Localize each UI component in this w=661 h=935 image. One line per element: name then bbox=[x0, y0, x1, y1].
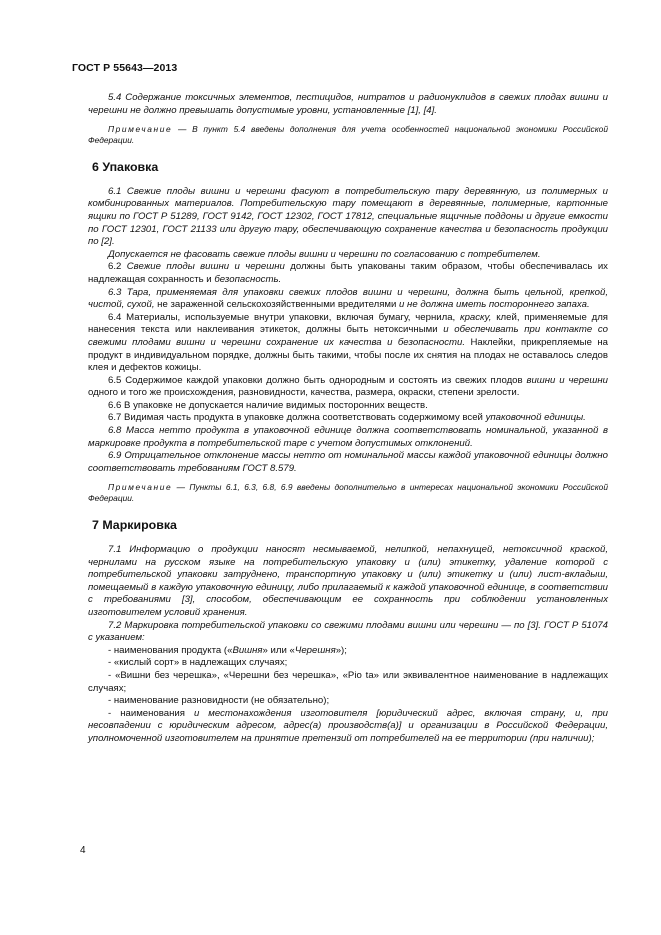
p64-c: клей, применяемые для нанесения текста или наклеивания этикеток, должны быть нетоксичными bbox=[88, 311, 608, 336]
p67-a: 6.7 Видимая часть продукта в упаковке должна соответствовать содержимому всей bbox=[108, 412, 486, 424]
p63-c: и не должна иметь постороннего запаха. bbox=[396, 299, 590, 311]
paragraph-6-2 bbox=[88, 261, 608, 286]
page-number: 4 bbox=[80, 845, 86, 856]
paragraph-6-8: 6.8 Масса нетто продукта в упаковочной единице должна соответствовать номинальной, указанной в маркировке продукта в потребительской таре с учетом допустимых отклонений. bbox=[88, 425, 608, 449]
paragraph-6-6: 6.6 В упаковке не допускается наличие видимых посторонних веществ. bbox=[108, 399, 428, 411]
list-item-3: - «Вишни без черешка», «Черешни без черешка», «Pio ta» или эквивалентное наименование в надлежащих случаях; bbox=[88, 669, 608, 694]
p63-a: 6.3 Тара, применяемая для упаковки свежих плодов вишни и черешни, должна быть цельной, крепкой, чистой, сухой, bbox=[88, 286, 608, 311]
paragraph-6-4 bbox=[88, 312, 608, 375]
paragraph-6-1: 6.1 Свежие плоды вишни и черешни фасуют в потребительскую тару деревянную, из полимерных и комбинированных материалов. Потребительскую тару помещают в деревянные, полимерные, картонные ящики по ГОСТ Р 51289, ГОСТ 9142, ГОСТ 12302, ГОСТ 17812, специальные ящичные поддоны и другие емкости по ГОСТ 12301, ГОСТ 21133 или другую тару, обеспечивающую сохранение качества и безопасность продукции по [2]. bbox=[88, 185, 608, 248]
p64-e: Наклейки, прикрепляемые на продукт в индивидуальном порядке, должны быть такими, чтобы после их снятия на плодах не оставалось следов клея и дефектов кожицы. bbox=[88, 336, 608, 374]
p62-d: безопасность. bbox=[214, 273, 282, 285]
p64-a: 6.4 Материалы, используемые внутри упаковки, включая бумагу, чернила, bbox=[108, 311, 461, 323]
note-text: — В пункт 5.4 введены дополнения для учета особенностей национальной экономики Российской Федерации. bbox=[88, 124, 608, 146]
paragraph-6-5 bbox=[88, 375, 608, 400]
note-6 bbox=[88, 482, 608, 504]
p62-b: Свежие плоды вишни и черешни bbox=[126, 261, 285, 273]
p63-b: не зараженной сельскохозяйственными вредителями bbox=[157, 299, 397, 311]
list-item-5 bbox=[88, 708, 608, 746]
list-item-2: - «кислый сорт» в надлежащих случаях; bbox=[108, 657, 288, 669]
p72-b: ГОСТ Р 51074 с указанием: bbox=[88, 619, 609, 644]
note-5-4 bbox=[88, 124, 608, 146]
li1-d: Черешня bbox=[294, 644, 336, 656]
paragraph-6-7 bbox=[88, 412, 608, 425]
p67-b: упаковочной единицы. bbox=[485, 412, 586, 424]
p65-a: 6.5 Содержимое каждой упаковки должно быть однородным и состоять из свежих плодов bbox=[108, 374, 527, 386]
p62-c: должны быть упакованы таким образом, чтобы обеспечивалась их надлежащая сохранность и bbox=[88, 261, 608, 285]
note-text: — Пункты 6.1, 6.3, 6.8, 6.9 введены дополнительно в интересах национальной экономики Российской Федерации. bbox=[88, 482, 608, 504]
document-body bbox=[88, 92, 608, 746]
li5-a: - наименования bbox=[108, 707, 194, 719]
paragraph-7-1: 7.1 Информацию о продукции наносят несмываемой, нелипкой, непахнущей, нетоксичной краской, чернилами на русском языке на потребительскую упаковку и (или) этикетку, удаление которой с потребительской упаковки затруднено, транспортную упаковку и (или) этикетку и (или) лист-вкладыш, помещаемый в каждую упаковочную единицу, либо прилагаемый к каждой упаковочной единице, в соответствии с требованиями [3], способом, обеспечивающим ее сохранность при соблюдении установленных изготовителем условий хранения. bbox=[88, 544, 608, 618]
li1-e: »); bbox=[335, 644, 347, 656]
li1-a: - наименования продукта (« bbox=[108, 644, 233, 656]
list-item-4: - наименование разновидности (не обязательно); bbox=[108, 695, 330, 707]
section-7-heading: 7 Маркировка bbox=[92, 518, 177, 533]
p64-b: краску, bbox=[460, 311, 492, 323]
list-item-1 bbox=[88, 645, 608, 658]
p62-a: 6.2 bbox=[108, 261, 127, 273]
li5-b: и местонахождения изготовителя [юридический адрес, включая страну, и, при несовпадении с юридическим адресом, адрес(а) производств(а)] и организации в Российской Федерации, уполномоченной изготовителем на принятие претензий от потребителей на ее территории (при наличии); bbox=[88, 707, 608, 744]
section-6-heading: 6 Упаковка bbox=[92, 160, 159, 175]
note-label: Примечание bbox=[108, 124, 173, 135]
li1-b: Вишня bbox=[232, 644, 263, 656]
li1-c: » или « bbox=[262, 644, 295, 656]
p72-a: 7.2 Маркировка потребительской упаковки со свежими плодами вишни или черешни — по [3]. bbox=[108, 619, 545, 631]
p64-d: и обеспечивать при контакте со свежими плодами вишни и черешни сохранение их качества и безопасности. bbox=[88, 324, 608, 348]
paragraph-6-3 bbox=[88, 287, 608, 312]
note-label: Примечание bbox=[108, 482, 173, 493]
p65-b: вишни и черешни bbox=[526, 374, 608, 386]
p65-c: одного и того же происхождения, разновидности, качества, размера, окраски, степени зрелости. bbox=[88, 387, 520, 399]
paragraph-7-2 bbox=[88, 620, 608, 645]
document-header: ГОСТ Р 55643—2013 bbox=[72, 62, 178, 74]
paragraph-6-9: 6.9 Отрицательное отклонение массы нетто от номинальной массы каждой упаковочной единицы должно соответствовать требованиям ГОСТ 8.579. bbox=[88, 450, 608, 474]
paragraph-6-1-b: Допускается не фасовать свежие плоды вишни и черешни по согласованию с потребителем. bbox=[108, 248, 541, 260]
paragraph-5-4: 5.4 Содержание токсичных элементов, пестицидов, нитратов и радионуклидов в свежих плодах вишни и черешни не должно превышать допустимые уровни, установленные [1], [4]. bbox=[88, 92, 608, 116]
